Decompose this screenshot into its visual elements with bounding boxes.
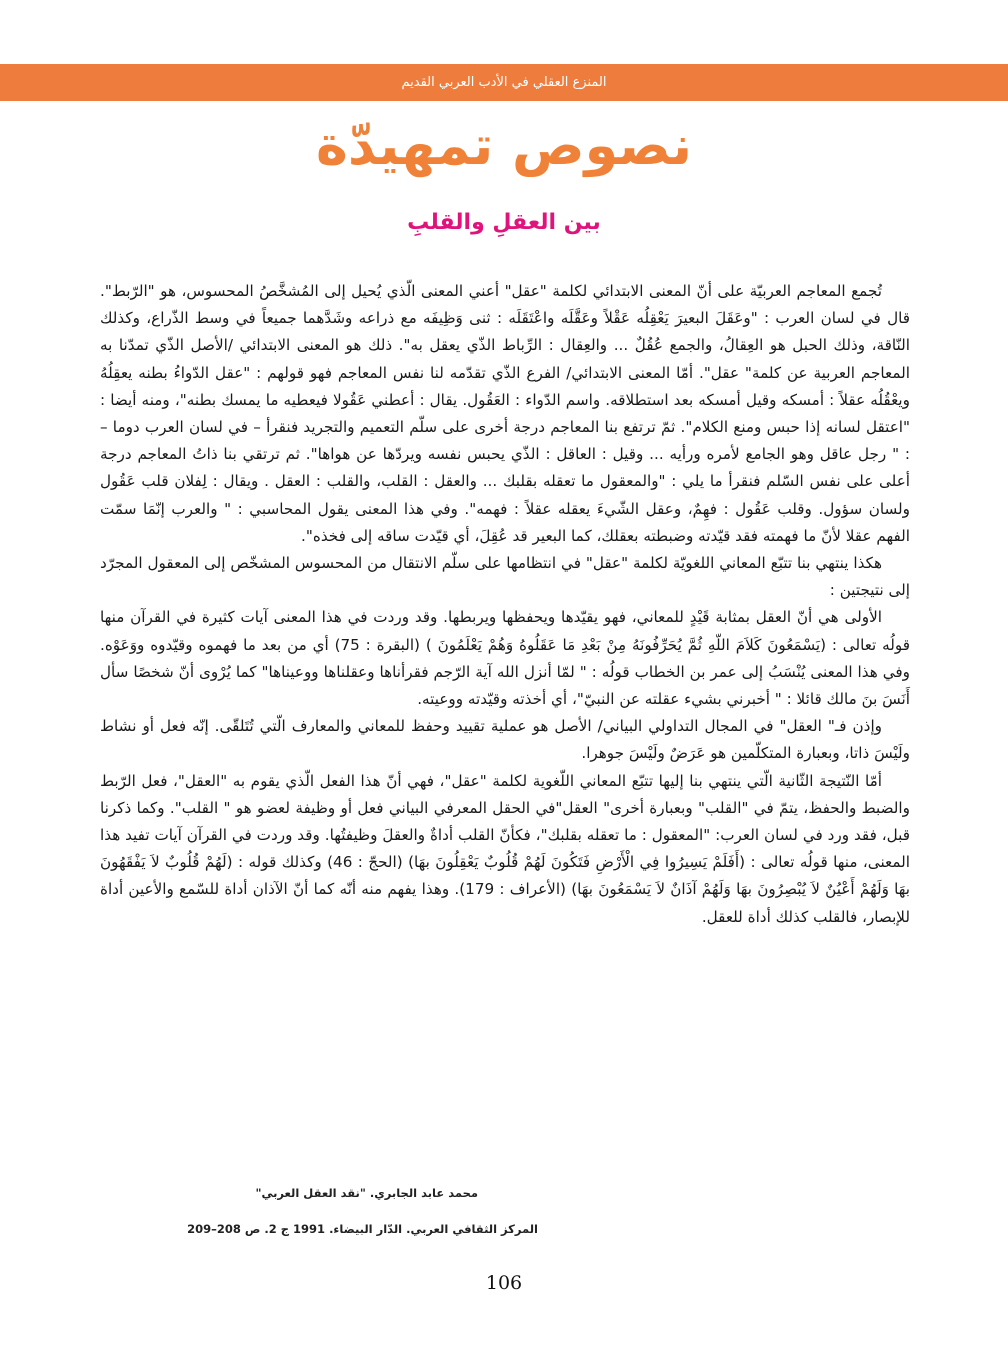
citation-author: محمد عابد الجابري. "نقد العقل العربي"	[255, 1186, 478, 1200]
page-subtitle: بين العقلِ والقلبِ	[407, 210, 601, 235]
paragraph: الأولى هي أنّ العقل بمثابة قَيْدٍ للمعاني، فهو يقيّدها ويحفظها ويربطها. وقد وردت في هذا المعنى آيات كثيرة في القرآن منها قولُه تعالى : (يَسْمَعُونَ كَلاَمَ اللّهِ ثُمَّ يُحَرِّفُونَهُ مِنْ بَعْدِ مَا عَقَلُوهُ وَهُمْ يَعْلَمُونَ ) (البقرة : 75) أي من بعد ما فهموه وقيّدوه ووَعَوْه. وفي هذا المعنى يُنْسَبُ إلى عمر بن الخطاب قولُه : " لمّا أنزل الله آية الرّجم فقرأناها وعقلناها ووعيناها" كما يُرْوى أنّ شخصًا سأل أَنَسَ بنَ مالك قائلا : " أخبرني بشيء عقلته عن النبيّ"، أي أخذته وقيّدته ووعيته.	[100, 608, 910, 709]
body-text	[100, 278, 910, 931]
page-number: 106	[485, 1272, 523, 1294]
citation-publication: المركز الثقافي العربي. الدّار البيضاء. 1991 ج 2. ص 208–209	[187, 1222, 538, 1236]
page-title: نصوص تمهيدّة	[315, 114, 693, 177]
paragraph: هكذا ينتهي بنا تتبّع المعاني اللغويّة لكلمة "عقل" في انتظامها على سلّم الانتقال من المحسوس المشخّص إلى المعقول المجرّد إلى نتيجتين :	[100, 554, 910, 600]
paragraph: تُجمع المعاجم العربيّة على أنّ المعنى الابتدائي لكلمة "عقل" أعني المعنى الّذي يُحيل إلى المُشخَّصُ المحسوس، هو "الرّبط". قال في لسان العرب : "وعَقَلَ البعيرَ يَعْقِلُه عَقْلاً وعَقَّلَه واعْتَقَلَه : ثنى وَظِيفَه مع ذراعه وشَدَّهما جميعاً في وسط الذّراع، وكذلك النّاقة، وذلك الحبل هو العِقالُ، والجمع عُقُلٌ ... والعِقال : الرِّباط الذّي يعقل به". ذلك هو المعنى الابتدائي /الأصل الذّي تمدّنا به المعاجم العربية عن كلمة" عقل". أمّا المعنى الابتدائي/ الفرع الذّي تقدّمه لنا نفس المعاجم فهو قولهم : "عقل الدّواءُ بطنه يعقِلُهُ ويعْقُلُه عقلاً : أمسكه وقيل أمسكه بعد استطلاقه. واسم الدّواء : العَقُول. يقال : أعطني عَقُولا فيعطيه ما يمسك بطنه"، ومنه أيضا : "اعتقل لسانه إذا حبس ومنع الكلام". ثمّ ترتفع بنا المعاجم درجة أخرى على سلّم التعميم والتجريد فنقرأ – في لسان العرب دوما – : " رجل عاقل وهو الجامع لأمره ورأيه ... وقيل : العاقل : الذّي يحبس نفسه ويردّها عن هواها". ثم ترتقي بنا ذاتُ المعاجم درجة أعلى على نفس السّلم فنقرأ ما يلي : "والمعقول ما تعقله بقلبك ... والعقل : القلب، والقلب : العقل . ويقال : لِفلان قلب عَقُول ولسان سؤول. وقلب عَقُول : فهِمٌ، وعقل الشّيءَ يعقله عقلاً : فهمه". وفي هذا المعنى يقول المحاسبي : " والعرب إنّمَا سمّت الفهم عقلا لأنّ ما فهمته فقد قيّدته وضبطته بعقلك، كما البعير قد عُقِلَ، أي قيّدت ساقه إلى فخذه".	[100, 282, 910, 545]
running-header: المنزع العقلي في الأدب العربي القديم	[401, 75, 607, 90]
header-band	[0, 64, 1008, 101]
paragraph: أمّا النّتيجة الثّانية الّتي ينتهي بنا إليها تتبّع المعاني اللّغوية لكلمة "عقل"، فهي أنّ هذا الفعل الّذي يقوم به "العقل"، فعل الرّبط والضبط والحفظ، يتمّ في "القلب" وبعبارة أخرى" العقل"في الحقل المعرفي البياني فعل أو وظيفة لعضو هو " القلب". وكما ذكرنا قبل، فقد ورد في لسان العرب: "المعقول : ما تعقله بقلبك"، فكأنّ القلب أداةٌ والعقلَ وظيفتُها. وقد وردت في القرآن آيات تفيد هذا المعنى، منها قولُه تعالى : (أَفَلَمْ يَسِيرُوا فِي الْأَرْضِ فَتَكُونَ لَهُمْ قُلُوبٌ يَعْقِلُونَ بهَا) (الحجّ : 46) وكذلك قوله : (لَهُمْ قُلُوبٌ لاَ يَفْقَهُونَ بهَا وَلَهُمْ أَعْيُنٌ لاَ يُبْصِرُونَ بهَا وَلَهُمْ آذَانٌ لاَ يَسْمَعُونَ بهَا) (الأعراف : 179). وهذا يفهم منه أنّه كما أنّ الآذان أداة للسّمع والأعين أداة للإبصار، فالقلب كذلك أداة للعقل.	[100, 771, 910, 926]
paragraph: وإذن فـ" العقل" في المجال التداولي البياني/ الأصل هو عملية تقييد وحفظ للمعاني والمعارف الّتي تُتَلقّى. إنّه فعل أو نشاط ولَيْسَ ذاتا، وبعبارة المتكلّمين هو عَرَضٌ ولَيْسَ جوهرا.	[100, 717, 910, 763]
